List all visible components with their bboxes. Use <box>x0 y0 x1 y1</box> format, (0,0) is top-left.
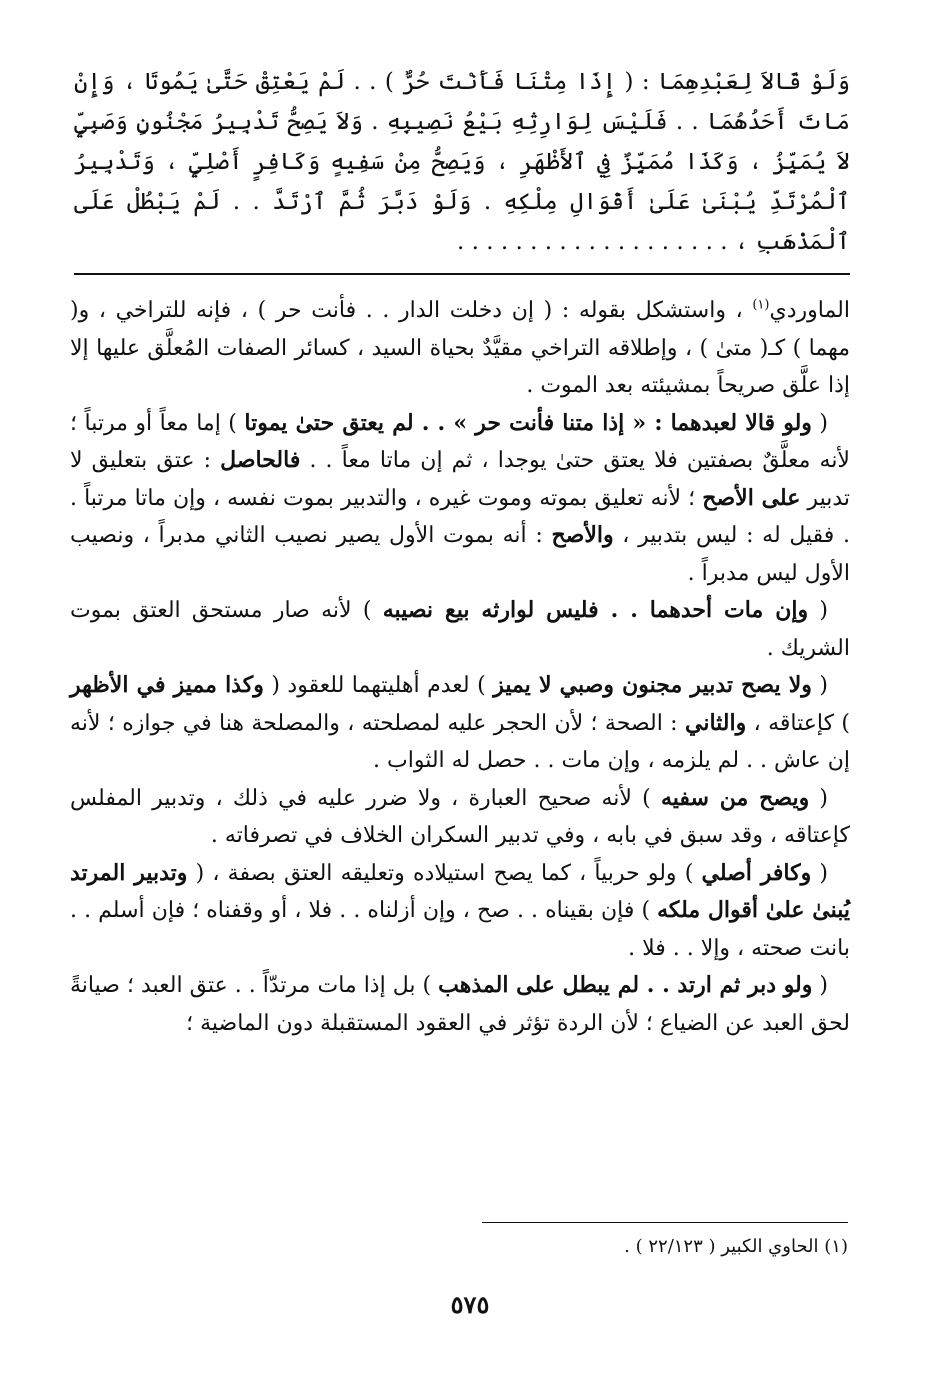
matn-divider <box>74 273 850 275</box>
text: ( <box>812 973 828 998</box>
bold-term: والثاني <box>684 709 747 736</box>
commentary-paragraph-5 <box>70 780 850 855</box>
text: ) لأنه صار مستحق العتق بموت الشريك . <box>70 598 850 661</box>
commentary-paragraph-2 <box>70 405 850 593</box>
quoted-matn: وتدبير المرتد يُبنىٰ علىٰ أقوال ملكه <box>70 859 850 923</box>
quoted-matn: ولا يصح تدبير مجنون وصبي لا يميز <box>493 672 812 698</box>
text: ؛ لأنه تعليق بموته وموت غيره ، والتدبير بموت نفسه ، وإن ماتا مرتباً . . فقيل له : ليس بتدبير ، <box>70 485 850 548</box>
bold-term: فالحاصل <box>220 447 301 473</box>
quoted-matn: على الأصح <box>702 484 801 511</box>
text: ( <box>809 785 828 811</box>
commentary-paragraph-7 <box>70 967 850 1042</box>
quoted-matn: وكذا مميز في الأظهر <box>70 672 264 698</box>
quoted-matn: وكافر أصلي <box>701 859 812 886</box>
text: : الصحة ؛ لأن الحجر عليه لمصلحته ، والمصلحة هنا في جوازه ؛ لأنه إن عاش . . لم يلزمه ، وإن مات . . حصل له الثواب . <box>70 710 850 773</box>
page-number: ٥٧٥ <box>450 1290 490 1319</box>
text: ) لأنه صحيح العبارة ، ولا ضرر عليه في ذلك ، وتدبير المفلس كإعتاقه ، وقد سبق في بابه ، وفي تدبير السكران الخلاف في تصرفاته . <box>70 785 850 848</box>
quoted-matn: وإن مات أحدهما . . فليس لوارثه بيع نصيبه <box>382 597 809 623</box>
quoted-matn: ولو قالا لعبدهما : « إذا متنا فأنت حر » . . لم يعتق حتىٰ يموتا <box>244 409 812 436</box>
quoted-matn: ويصح من سفيه <box>660 784 810 811</box>
commentary-paragraph-4 <box>70 667 850 780</box>
text: : عتق بتعليق لا تدبير <box>70 448 850 511</box>
commentary-paragraph-1 <box>70 292 850 405</box>
text: ) فإن بقيناه . . صح ، وإن أزلناه . . فلا ، أو وقفناه ؛ فإن أسلم . . بانت صحته ، وإلا . . فلا . <box>70 898 850 961</box>
text: الماوردي <box>769 298 850 323</box>
text: ( <box>811 410 829 436</box>
text: : أنه بموت الأول يصير نصيب الثاني مدبراً ، ونصيب الأول ليس مدبراً . <box>70 523 850 586</box>
commentary-paragraph-6 <box>70 855 850 968</box>
commentary-paragraph-3 <box>70 592 850 667</box>
text: ) لعدم أهليتهما للعقود ( <box>263 673 494 698</box>
text: ، واستشكل بقوله : ( إن دخلت الدار . . فأنت حر ) ، فإنه للتراخي ، و( مهما ) كـ( متىٰ ) ، وإطلاقه التراخي مقيَّدٌ بحياة السيد ، كسائر الصفات المُعلَّق عليها إلا إذا علَّق صريحاً بمشيئته بعد الموت . <box>70 298 850 398</box>
text: ) ولو حربياً ، كما يصح استيلاده وتعليقه العتق بصفة ، ( <box>187 860 702 886</box>
quoted-matn: ولو دبر ثم ارتد . . لم يبطل على المذهب <box>438 972 813 998</box>
text: ( <box>808 598 829 623</box>
text: ) كإعتاقه ، <box>746 710 851 736</box>
text: ( <box>811 673 828 698</box>
commentary <box>70 292 850 1042</box>
footnote-divider <box>482 1222 848 1223</box>
bold-term: والأصح <box>551 522 614 548</box>
matn-text: وَلَوْ قَالاَ لِعَبْدِهِمَا : ( إِذَا مِتْنَا فَأَنْتَ حُرٌّ ) . . لَمْ يَعْتِقْ حَتَّىٰ يَمُوتَا ، وَإِنْ مَاتَ أَحَدُهُمَا . . فَلَيْسَ لِوَارِثِهِ بَيْعُ نَصِيبِهِ . وَلاَ يَصِحُّ تَدْبِيرُ مَجْنُونٍ وَصَبِيٍّ لاَ يُمَيِّزُ ، وَكَذَا مُمَيِّزٌ فِي ٱلأَظْهَرِ ، وَيَصِحُّ مِنْ سَفِيهٍ وَكَافِرٍ أَصْلِيٍّ ، وَتَدْبِيرُ ٱلْمُرْتَدِّ يُبْنَىٰ عَلَىٰ أَقْوَالِ مِلْكِهِ . وَلَوْ دَبَّرَ ثُمَّ ٱرْتَدَّ . . لَمْ يَبْطُلْ عَلَى ٱلْمَذْهَبِ ، . . . . . . . . . . . . . . . . . . . <box>74 69 850 255</box>
text: ( <box>811 860 829 886</box>
text: ) بل إذا مات مرتدّاً . . عتق العبد ؛ صيانةً لحق العبد عن الضياع ؛ لأن الردة تؤثر في العقود المستقبلة دون الماضية ؛ <box>70 973 850 1036</box>
footnote: (١) الحاوي الكبير ( ٢٢/١٢٣ ) . <box>624 1236 848 1257</box>
footnote-reference: (١) <box>752 297 770 313</box>
text: ) إما معاً أو مرتباً ؛ لأنه معلَّقٌ بصفتين فلا يعتق حتىٰ يوجدا ، ثم إن ماتا معاً . . <box>70 410 850 473</box>
